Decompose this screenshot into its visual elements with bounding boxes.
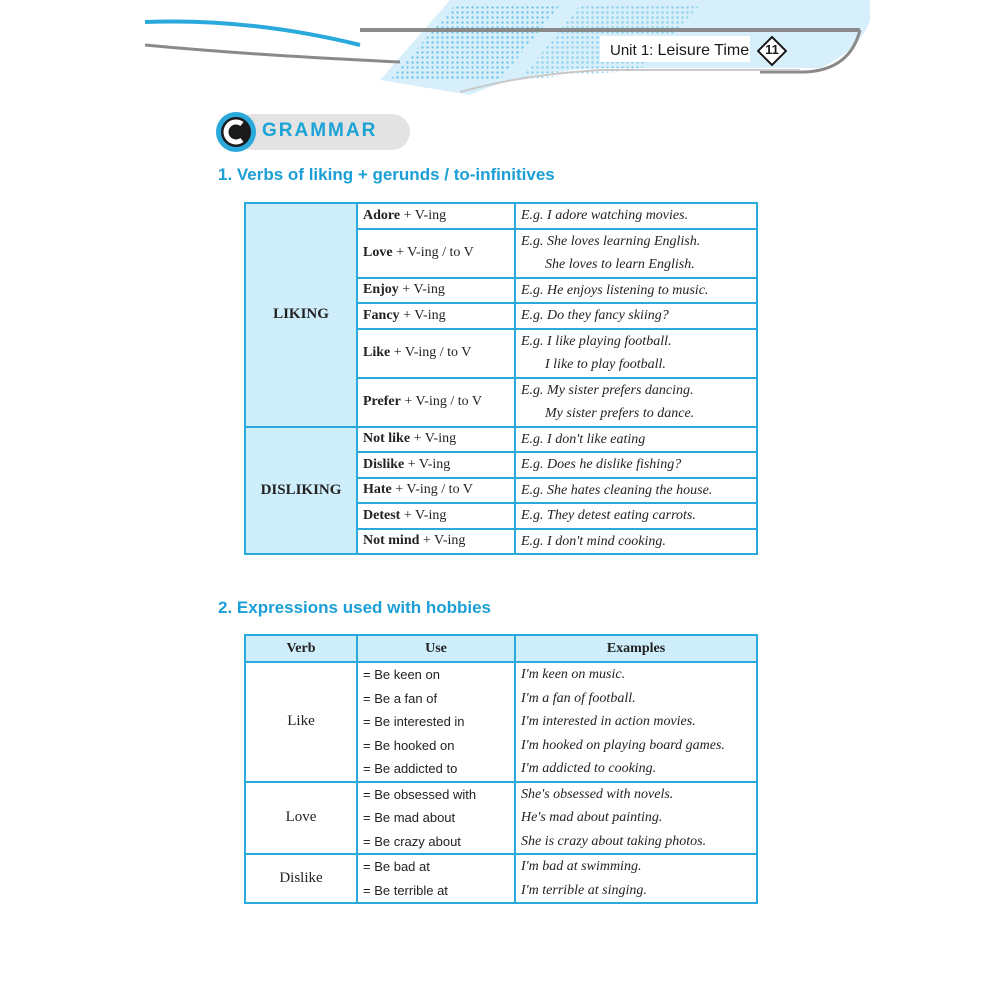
verb-text: Adore [363,207,401,223]
structure-cell [357,203,515,229]
example-line: I'm addicted to cooking. [521,761,657,776]
example-line: E.g. Does he dislike fishing? [521,457,682,472]
use-line: = Be hooked on [363,737,455,753]
example-cell [515,303,757,329]
structure-cell [357,329,515,378]
header-decoration [0,0,1000,110]
verb-text: Like [363,345,391,360]
example-cell [515,529,757,555]
pattern-text: + V-ing / to V [390,345,472,360]
use-line: = Be mad about [363,810,456,825]
header-use: Use [357,635,515,662]
example-line: My sister prefers to dance. [545,406,695,421]
structure-cell [357,427,515,453]
use-line: = Be a fan of [363,690,438,706]
structure-cell [357,229,515,278]
example-line: I'm a fan of football. [521,690,636,706]
table-header-row [245,635,757,662]
example-line: I like to play football. [545,357,666,372]
header-verb: Verb [245,635,357,662]
pattern-text: + V-ing / to V [400,394,482,409]
pattern-text: + V-ing [419,533,466,549]
examples-cell [515,782,757,855]
unit-number: Unit 1: [610,42,654,59]
use-line: = Be crazy about [363,833,461,849]
use-line: = Be addicted to [363,761,458,776]
use-line: = Be terrible at [363,882,448,898]
verb-cell: Love [245,782,357,855]
verb-text: Love [363,245,393,260]
example-line: She's obsessed with novels. [521,786,674,802]
unit-label [610,42,749,60]
example-line: I'm hooked on playing board games. [521,737,725,753]
example-line: E.g. They detest eating carrots. [521,508,696,523]
example-cell [515,503,757,529]
example-line: E.g. She loves learning English. [521,233,701,249]
use-cell [357,662,515,782]
example-cell [515,378,757,427]
example-line: She is crazy about taking photos. [521,833,707,849]
pattern-text: + V-ing [404,456,451,472]
category-cell: LIKING [245,203,357,427]
verb-text: Detest [363,507,401,523]
grammar-heading: GRAMMAR [262,120,378,141]
use-cell [357,854,515,903]
example-line: She loves to learn English. [545,257,695,272]
structure-cell [357,529,515,555]
example-line: I'm interested in action movies. [521,714,696,729]
page-number: 11 [765,42,779,57]
hobby-expressions-table [244,634,758,904]
example-line: E.g. Do they fancy skiing? [521,308,669,323]
example-line: E.g. I don't like eating [521,431,646,447]
use-line: = Be obsessed with [363,786,477,802]
example-line: I'm keen on music. [521,667,626,682]
examples-cell [515,854,757,903]
example-line: E.g. I like playing football. [521,333,672,349]
example-line: I'm bad at swimming. [521,859,642,874]
example-line: He's mad about painting. [521,810,663,825]
category-cell: DISLIKING [245,427,357,555]
example-cell [515,452,757,478]
pattern-text: + V-ing [399,307,446,323]
use-line: = Be keen on [363,667,440,682]
example-cell [515,329,757,378]
examples-cell [515,662,757,782]
structure-cell [357,478,515,504]
example-cell [515,229,757,278]
verb-text: Fancy [363,307,400,323]
pattern-text: + V-ing / to V [392,245,474,260]
structure-cell [357,503,515,529]
table-row [245,662,757,782]
verb-text: Prefer [363,394,401,409]
table-row [245,782,757,855]
section-1-title: 1. Verbs of liking + gerunds / to-infinitives [218,165,555,184]
table-row [245,427,757,453]
use-line: = Be bad at [363,859,430,874]
section-2-title: 2. Expressions used with hobbies [218,598,492,617]
verb-cell: Dislike [245,854,357,903]
structure-cell [357,378,515,427]
verb-text: Not mind [363,533,420,549]
pattern-text: + V-ing [400,207,447,223]
example-cell [515,278,757,304]
verb-text: Hate [363,482,392,498]
verb-text: Not like [363,431,411,447]
example-line: E.g. She hates cleaning the house. [521,482,713,498]
verb-text: Dislike [363,456,405,472]
example-line: I'm terrible at singing. [521,882,647,898]
pattern-text: + V-ing [410,431,457,447]
structure-cell [357,278,515,304]
example-line: E.g. He enjoys listening to music. [521,282,709,298]
unit-title: Leisure Time [657,42,750,59]
pattern-text: + V-ing [398,282,445,298]
example-line: E.g. I don't mind cooking. [521,533,666,549]
table-row [245,854,757,903]
example-cell [515,203,757,229]
pattern-text: + V-ing [400,507,447,523]
pattern-text: + V-ing / to V [391,482,473,498]
table-row [245,203,757,229]
example-cell [515,478,757,504]
verb-cell: Like [245,662,357,782]
verb-text: Enjoy [363,282,399,298]
structure-cell [357,303,515,329]
use-cell [357,782,515,855]
verbs-of-liking-table [244,202,758,555]
header-examples: Examples [515,635,757,662]
structure-cell [357,452,515,478]
example-line: E.g. I adore watching movies. [521,208,689,223]
example-cell [515,427,757,453]
example-line: E.g. My sister prefers dancing. [521,382,694,398]
use-line: = Be interested in [363,714,465,729]
